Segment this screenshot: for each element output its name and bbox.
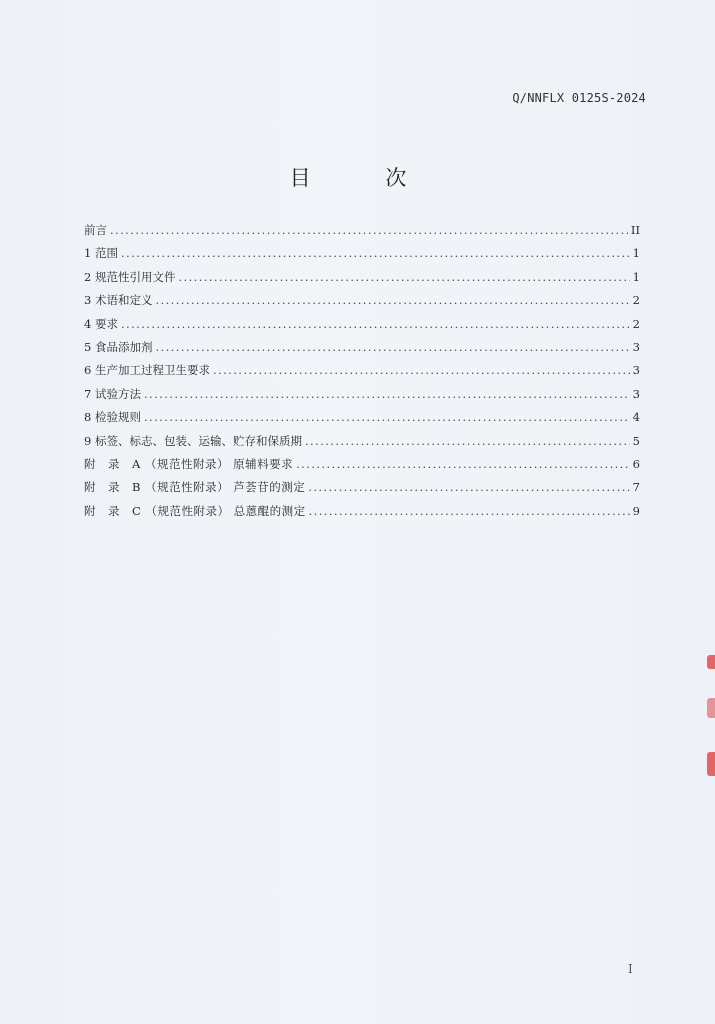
toc-entry-page: 3 [632, 339, 640, 354]
toc-entry-page: 4 [632, 410, 640, 425]
document-code: Q/NNFLX 0125S-2024 [512, 91, 646, 105]
toc-leader-dots [308, 480, 629, 494]
toc-entry-label: 1 范围 [84, 246, 118, 261]
toc-entry-label: 8 检验规则 [84, 410, 141, 425]
toc-entry-page: 6 [632, 456, 640, 471]
toc-leader-dots [305, 434, 630, 448]
toc-entry-label: 附 录 C （规范性附录） 总蒽醌的测定 [84, 503, 306, 518]
toc-leader-dots [110, 223, 628, 237]
toc-leader-dots [296, 457, 630, 471]
toc-entry-label: 7 试验方法 [84, 386, 141, 401]
toc-entry-page: 2 [632, 293, 640, 308]
toc-entry-inspection-rules[interactable] [84, 409, 640, 432]
toc-entry-page: 3 [632, 386, 640, 401]
toc-entry-page: 1 [632, 269, 640, 284]
toc-entry-label: 9 标签、标志、包装、运输、贮存和保质期 [84, 433, 302, 448]
toc-entry-label: 附 录 A （规范性附录） 原辅料要求 [84, 456, 294, 471]
table-of-contents [84, 222, 640, 526]
toc-entry-page: 1 [632, 246, 640, 261]
toc-entry-test-methods[interactable] [84, 386, 640, 409]
toc-entry-appendix-c[interactable] [84, 503, 640, 526]
toc-entry-appendix-b[interactable] [84, 479, 640, 502]
seal-stamp-fragment [707, 698, 715, 718]
toc-leader-dots [144, 410, 630, 424]
toc-leader-dots [144, 387, 630, 401]
toc-entry-label: 前言 [84, 223, 107, 237]
toc-entry-page: 2 [632, 316, 640, 331]
toc-entry-page: 9 [632, 503, 640, 518]
toc-leader-dots [309, 504, 630, 518]
toc-leader-dots [121, 317, 630, 331]
seal-stamp-fragment [707, 655, 715, 669]
page-number: I [628, 962, 633, 976]
toc-title: 目 次 [289, 166, 441, 190]
toc-entry-appendix-a[interactable] [84, 456, 640, 479]
toc-entry-label: 附 录 B （规范性附录） 芦荟苷的测定 [84, 480, 306, 495]
toc-entry-label: 5 食品添加剂 [84, 339, 153, 354]
toc-entry-food-additives[interactable] [84, 339, 640, 362]
toc-entry-label: 6 生产加工过程卫生要求 [84, 363, 210, 378]
toc-entry-page: 7 [632, 480, 640, 495]
seal-stamp-fragment [707, 752, 715, 776]
toc-leader-dots [178, 270, 629, 284]
toc-entry-scope[interactable] [84, 245, 640, 268]
toc-entry-normative-references[interactable] [84, 269, 640, 292]
toc-entry-page: 5 [632, 433, 640, 448]
toc-entry-page: 3 [632, 363, 640, 378]
toc-entry-terms[interactable] [84, 292, 640, 315]
toc-entry-labeling[interactable] [84, 433, 640, 456]
toc-entry-label: 2 规范性引用文件 [84, 269, 176, 284]
toc-leader-dots [121, 246, 630, 260]
toc-entry-foreword[interactable] [84, 222, 640, 245]
toc-leader-dots [213, 363, 630, 377]
toc-entry-hygiene[interactable] [84, 362, 640, 385]
toc-entry-label: 4 要求 [84, 316, 118, 331]
toc-leader-dots [155, 340, 629, 354]
toc-leader-dots [155, 293, 629, 307]
toc-entry-label: 3 术语和定义 [84, 293, 153, 308]
toc-entry-requirements[interactable] [84, 316, 640, 339]
toc-entry-page: II [630, 223, 640, 237]
